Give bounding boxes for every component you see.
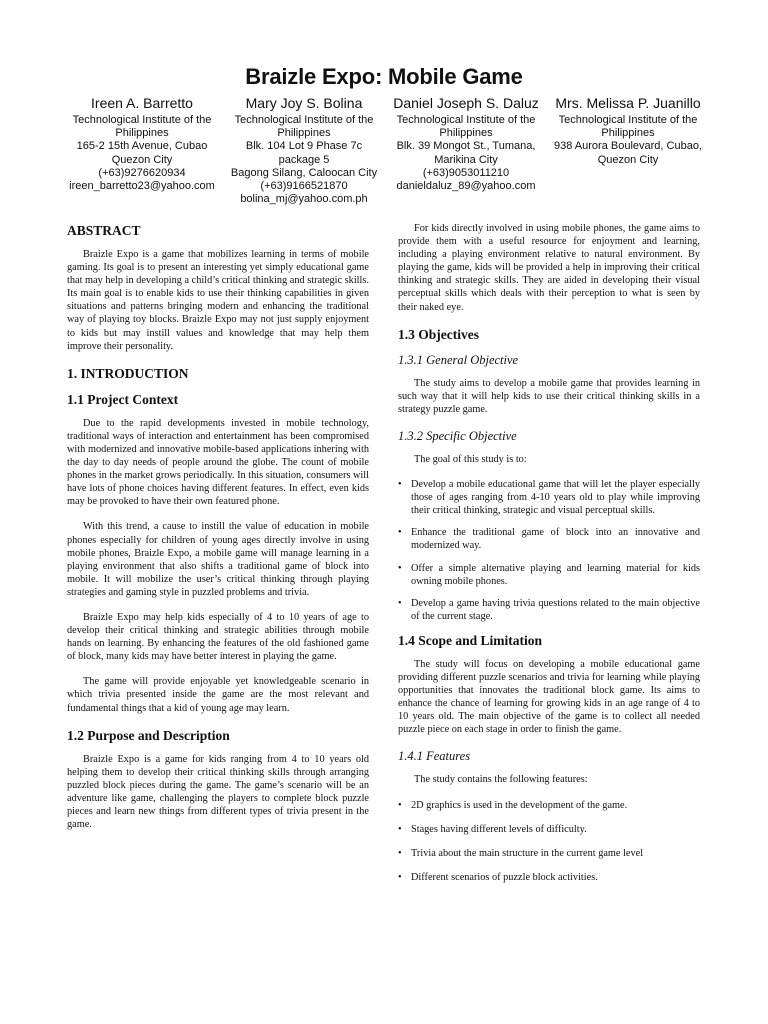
author-block	[62, 95, 708, 206]
paragraph: With this trend, a cause to instill the value of education in mobile phones especially for children of young ages directly involve in using mobile phones, Braizle Expo, a mobile game will manage learning in a playing environment that also shifts a traditional game of block into mobile. It will mobilize the user’s critical thinking through playing strategies and gaming style in puzzled problems and trivia.	[67, 521, 369, 598]
abstract-heading: ABSTRACT	[67, 223, 141, 238]
author-city: Bagong Silang, Caloocan City	[230, 166, 378, 179]
section-1-3-1-heading: 1.3.1 General Objective	[398, 352, 519, 367]
author-name: Daniel Joseph S. Daluz	[393, 95, 539, 111]
paragraph: Braizle Expo is a game for kids ranging from 4 to 10 years old helping them to develop their critical thinking skills through arranging puzzled block pieces during the game. The game’s scenario will be an adventure like game, challenging the players to complete block puzzle pieces and learn new things from different types of trivia present in the game.	[67, 753, 369, 831]
list-item: • Develop a game having trivia questions related to the main objective of the current stage.	[398, 597, 700, 623]
paragraph: The study aims to develop a mobile game that provides learning in such way that it will help kids to use their critical thinking skills in a strategy puzzle game.	[398, 377, 700, 415]
paragraph: For kids directly involved in using mobile phones, the game aims to provide them with a useful resource for enjoyment and learning, including a playing environment relative to natural environment. By playing the game, kids will be provided a help in improving their critical thinking and strategic skills. They are aided in developing their visual perceptual skills which deals with their perception to what is seen by their naked eye.	[398, 223, 700, 313]
author-address: 938 Aurora Boulevard, Cubao,	[554, 140, 702, 153]
author-email: bolina_mj@yahoo.com.ph	[240, 193, 368, 206]
section-1-4-1-heading: 1.4.1 Features	[398, 749, 471, 764]
author-name: Mary Joy S. Bolina	[245, 95, 363, 111]
author-3	[386, 95, 546, 206]
author-name: Ireen A. Barretto	[91, 95, 193, 111]
author-email: ireen_barretto23@yahoo.com	[69, 180, 215, 193]
author-address: 165-2 15th Avenue, Cubao	[76, 140, 208, 153]
right-column	[398, 222, 700, 895]
author-city: Marikina City	[434, 153, 498, 166]
introduction-heading: 1. INTRODUCTION	[67, 365, 189, 381]
section-1-1-heading: 1.1 Project Context	[67, 391, 179, 407]
author-phone: (+63)9053011210	[422, 166, 510, 179]
paragraph: Due to the rapid developments invested in mobile technology, traditional ways of interaction and entertainment has been compromised with modernized and innovative mobile-based applications inhering with the day to day needs of people around the globe. The count of mobile phones in the market grows periodically. In this situation, consumers will have lots of phone choices having different features. In effect, even kids may be provoked to have their own featured phone.	[67, 417, 369, 508]
section-1-2-heading: 1.2 Purpose and Description	[67, 727, 230, 743]
author-4	[548, 95, 708, 206]
features-list	[398, 799, 700, 884]
paragraph: The goal of this study is to:	[414, 453, 527, 465]
author-city: Quezon City	[111, 153, 173, 166]
abstract-text: Braizle Expo is a game that mobilizes learning in terms of mobile gaming. Its goal is to present an interesting yet simply educational game that may help in developing a child’s critical thinking and strategic skills. Its main goal is to enable kids to use their thinking capabilities in given situations and patterns bringing modern and enhancing the traditional way of playing toy blocks. Braizle Expo may not just supply enjoyment to kids but may instill values and knowledge that may help them improve their personality.	[67, 249, 369, 352]
list-item: • 2D graphics is used in the development of the game.	[398, 799, 700, 812]
section-1-3-heading: 1.3 Objectives	[398, 326, 479, 342]
author-affiliation: Technological Institute of the Philippines	[558, 114, 698, 140]
author-affiliation: Technological Institute of the Philippines	[234, 114, 374, 140]
paper-title: Braizle Expo: Mobile Game	[245, 64, 523, 89]
list-item: • Develop a mobile educational game that will let the player especially those of ages ranging from 4-10 years old to play while improving their critical thinking, strategic and visual perceptual skills.	[398, 478, 700, 517]
paragraph: Braizle Expo may help kids especially of 4 to 10 years of age to develop their critical thinking and strategic abilities through mobile hands on learning. By enhancing the features of the old fashioned game of block, many kids may have better interest in playing the game.	[67, 611, 369, 663]
author-city: Quezon City	[597, 153, 659, 166]
author-address: Blk. 39 Mongot St., Tumana,	[396, 140, 536, 153]
author-2	[224, 95, 384, 206]
author-phone: (+63)9276620934	[98, 166, 186, 179]
author-affiliation: Technological Institute of the Philippines	[396, 114, 536, 140]
author-name: Mrs. Melissa P. Juanillo	[555, 95, 701, 111]
list-item: • Enhance the traditional game of block into an innovative and modernized way.	[398, 526, 700, 552]
author-1	[62, 95, 222, 206]
section-1-3-2-heading: 1.3.2 Specific Objective	[398, 428, 517, 443]
list-item: • Trivia about the main structure in the current game level	[398, 847, 700, 860]
list-item: • Different scenarios of puzzle block activities.	[398, 871, 700, 884]
list-item: • Offer a simple alternative playing and learning material for kids owning mobile phones.	[398, 562, 700, 588]
author-email: danieldaluz_89@yahoo.com	[396, 180, 536, 193]
objectives-list	[398, 478, 700, 623]
author-address: Blk. 104 Lot 9 Phase 7c	[245, 140, 363, 153]
left-column	[67, 222, 369, 843]
section-1-4-heading: 1.4 Scope and Limitation	[398, 632, 543, 648]
list-item: • Stages having different levels of difficulty.	[398, 823, 700, 836]
author-phone: (+63)9166521870	[260, 180, 348, 193]
paragraph: The study contains the following features:	[414, 774, 588, 786]
author-address: package 5	[278, 153, 330, 166]
author-affiliation: Technological Institute of the Philippines	[72, 114, 212, 140]
paragraph: The game will provide enjoyable yet knowledgeable scenario in which trivia presented inside the game are the most relevant and fundamental things that a kid of young age may learn.	[67, 676, 369, 714]
paragraph: The study will focus on developing a mobile educational game providing different puzzle scenarios and trivia for learning while playing opportunities that innovates the traditional block game. Its aims to enhance the chance of learning for growing kids in an age range of 4 to 10 years old. The main objective of the game is to collect all needed puzzle piece on each stage in order to finish the game.	[398, 658, 700, 736]
